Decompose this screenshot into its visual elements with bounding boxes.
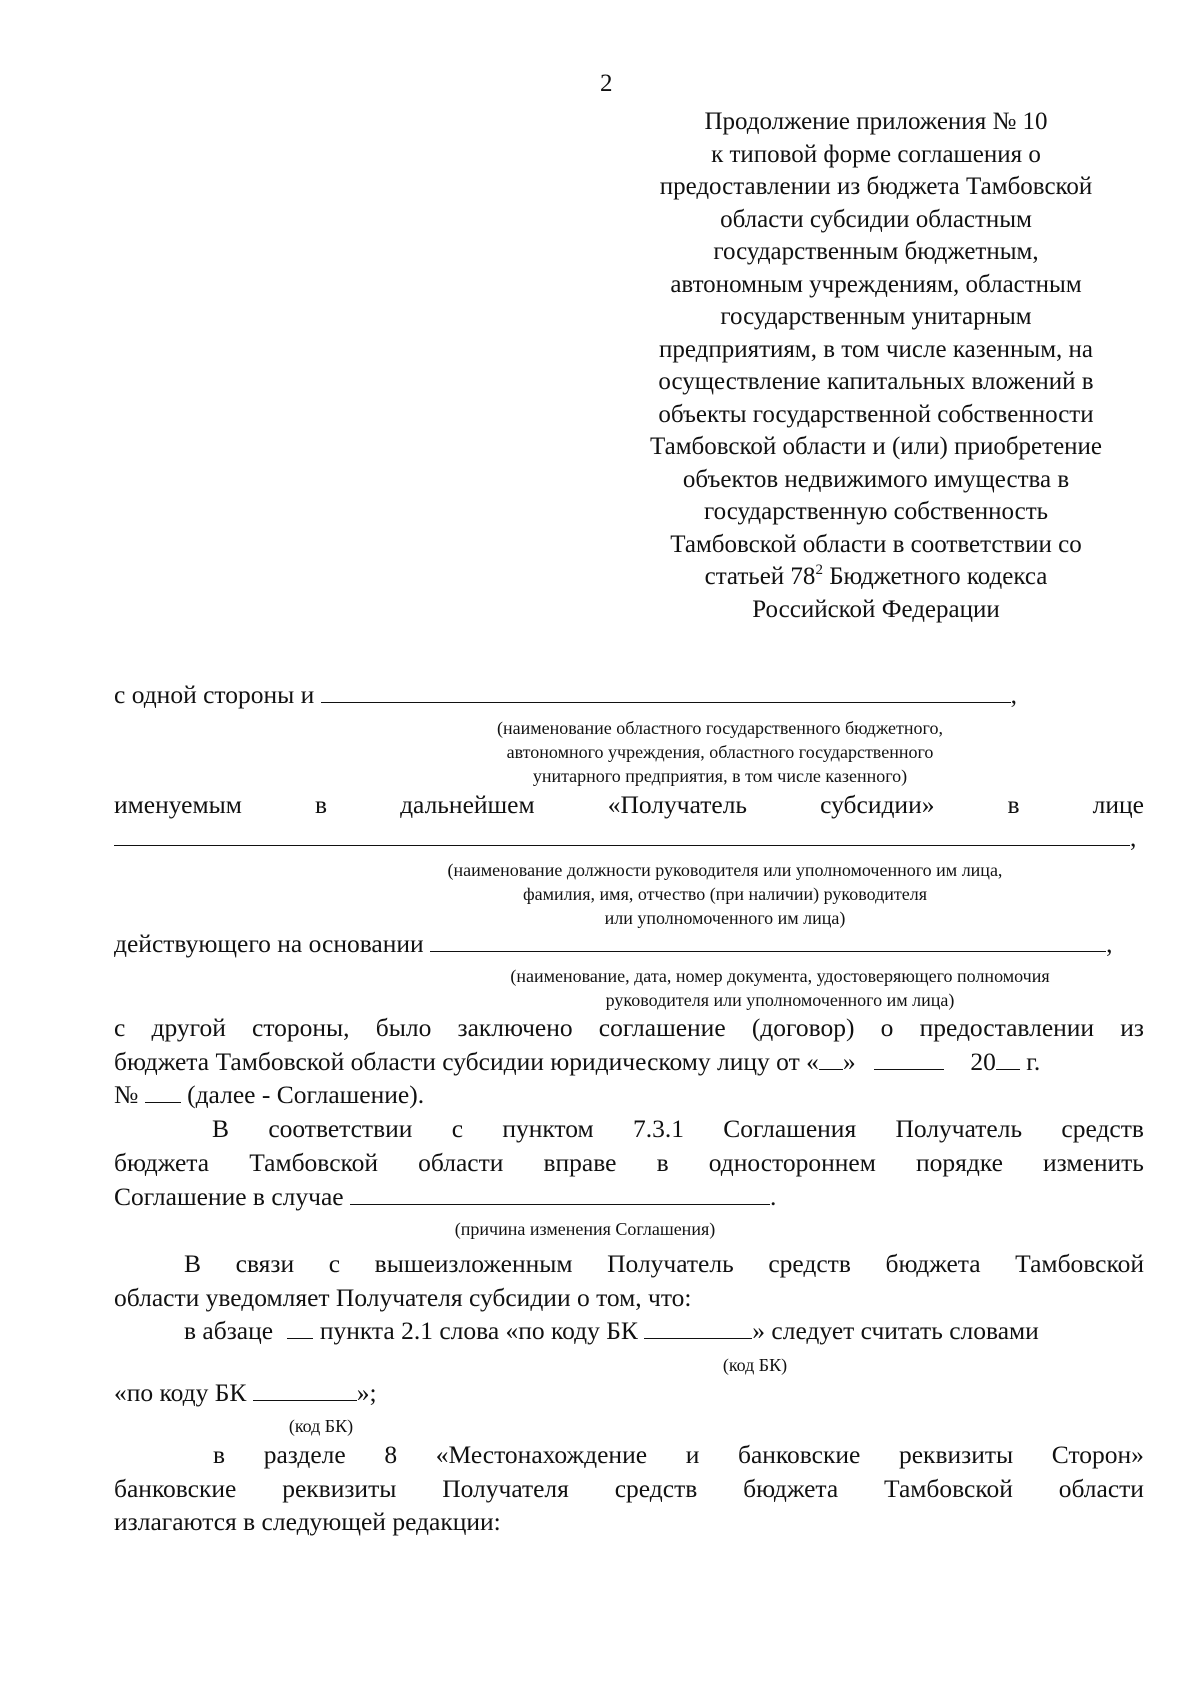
comma: , [1010,680,1018,709]
para5-line1 [213,1440,1144,1470]
word: бюджета [743,1474,839,1503]
para3-line2: области уведомляет Получателя субсидии о том, что: [114,1283,692,1312]
word: вышеизложенным [374,1249,573,1278]
word: соглашение [598,1013,726,1042]
word: пунктом [502,1114,594,1143]
word: именуемым [114,790,242,819]
party1-blank[interactable] [321,682,1011,703]
word: разделе [263,1440,346,1469]
word: В [212,1114,230,1143]
number-sign: № [114,1080,139,1109]
agreement-ref: (далее - Соглашение). [180,1080,425,1109]
word: другой [151,1013,226,1042]
new-code-prefix: «по коду БК [114,1378,247,1407]
header-line: к типовой форме соглашения о [711,140,1041,168]
word: Получателя [442,1474,569,1503]
word: лице [1092,790,1144,819]
word: субсидии» [820,790,935,819]
agreement-text: бюджета Тамбовской области субсидии юридическому лицу от « [114,1047,819,1076]
word: с [114,1013,126,1042]
word: банковские [114,1474,237,1503]
named-line [114,790,1144,820]
word: соответствии [268,1114,413,1143]
header-line: Российской Федерации [752,595,1000,623]
header-line: государственную собственность [703,498,1049,525]
word: средств [1061,1114,1144,1143]
word: в [1007,790,1020,819]
para2-line1 [212,1114,1144,1144]
word: Сторон» [1051,1440,1144,1469]
new-code-blank[interactable] [253,1380,357,1401]
header-line: государственным бюджетным, [713,238,1039,265]
word: вправе [543,1148,617,1177]
rep-note [360,858,1090,930]
header-line: Тамбовской области в соответствии со [670,530,1082,558]
header-line: объекты государственной собственности [658,400,1094,428]
basis-note [440,964,1120,1012]
word: 8 [384,1440,398,1469]
note-line: руководителя или уполномоченного им лица) [605,990,955,1010]
word: средств [768,1249,851,1278]
period: . [769,1182,777,1211]
word: в [213,1440,226,1469]
word: реквизиты [898,1440,1014,1469]
word: предоставлении [919,1013,1095,1042]
word: стороны, [252,1013,350,1042]
year-prefix: 20 [970,1047,996,1076]
header-line: Тамбовской области и (или) приобретение [649,433,1103,460]
header-line: осуществление капитальных вложений в [658,368,1094,395]
code-note-1 [700,1353,810,1377]
word: средств [614,1474,698,1503]
word: было [375,1013,432,1042]
article-text-rest: Бюджетного кодекса [822,563,1048,590]
word: изменить [1043,1148,1144,1177]
para2-line3 [114,1182,1144,1212]
word: Получатель [607,1249,734,1278]
code-text: пункта 2.1 слова «по коду БК [319,1316,638,1345]
party1-note [410,716,1030,788]
word: бюджета [114,1148,210,1177]
para2-line2 [114,1148,1144,1178]
header-line-article [620,561,1132,594]
para4-line1 [184,1316,1144,1346]
note-line: фамилия, имя, отчество (при наличии) руководителя [522,884,928,904]
article-text: статьей 78 [704,563,816,590]
word: Получатель [895,1114,1023,1143]
party1-line [114,680,1144,710]
word: Тамбовской [884,1474,1013,1503]
reason-note [370,1217,800,1241]
appendix-header [620,106,1132,626]
note-line: или уполномоченного им лица) [604,908,846,928]
word: порядке [915,1148,1003,1177]
note-line: (наименование, дата, номер документа, удостоверяющего полномочия [510,966,1050,986]
paragraph-number-blank[interactable] [287,1318,313,1339]
word: Тамбовской [249,1148,379,1177]
comma: , [1106,929,1113,958]
header-line: государственным унитарным [720,303,1032,330]
word: заключено [457,1013,573,1042]
word: «Местонахождение [435,1440,648,1469]
other-side-line2 [114,1047,1144,1077]
word: В [184,1249,202,1278]
day-blank[interactable] [819,1049,843,1070]
other-side-line3 [114,1080,1144,1110]
word: о [880,1013,894,1042]
article-superscript: 2 [815,562,823,578]
old-code-blank[interactable] [644,1318,752,1339]
word: в [314,790,327,819]
month-blank[interactable] [874,1049,944,1070]
paragraph-ref: в абзаце [184,1316,274,1345]
year-blank[interactable] [996,1049,1020,1070]
other-side-line1 [114,1013,1144,1043]
header-line: объектов недвижимого имущества в [682,465,1070,493]
para5-line3: излагаются в следующей редакции: [114,1507,501,1536]
para4-line2 [114,1378,1144,1408]
word: области [418,1148,504,1177]
word: Соглашения [723,1114,857,1143]
note-line: унитарного предприятия, в том числе казенного) [532,766,908,786]
para5-line2 [114,1474,1144,1504]
word: одностороннем [708,1148,876,1177]
note-line: (причина изменения Соглашения) [454,1219,716,1239]
word: «Получатель [607,790,748,819]
note-line: (код БК) [288,1416,354,1436]
word: 7.3.1 [632,1114,684,1143]
word: из [1120,1013,1144,1042]
case-prefix: Соглашение в случае [114,1182,344,1211]
header-line: Продолжение приложения № 10 [704,108,1048,135]
note-line: автономного учреждения, областного государственного [506,742,934,762]
reason-blank[interactable] [350,1184,770,1205]
agreement-number-blank[interactable] [145,1082,181,1103]
word: дальнейшем [400,790,535,819]
word: бюджета [885,1249,981,1278]
word: реквизиты [282,1474,397,1503]
word: Тамбовской [1015,1249,1144,1278]
word: области [1058,1474,1144,1503]
word: (договор) [751,1013,855,1042]
replacement-text: » следует считать словами [752,1316,1039,1345]
word: связи [235,1249,295,1278]
header-line: автономным учреждениям, областным [670,270,1082,298]
word: в [656,1148,669,1177]
word: банковские [737,1440,861,1469]
header-line: области субсидии областным [720,205,1032,233]
note-line: (код БК) [722,1355,788,1375]
year-suffix: г. [1019,1047,1041,1076]
word: и [685,1440,700,1469]
basis-prefix: действующего на основании [114,929,424,958]
word: с [328,1249,341,1278]
note-line: (наименование областного государственного бюджетного, [497,718,943,738]
quote-close: » [842,1047,856,1076]
para3-line1 [184,1249,1144,1279]
basis-blank[interactable] [430,931,1106,952]
header-line: предоставлении из бюджета Тамбовской [659,173,1093,200]
code-note-2 [266,1414,376,1438]
party1-prefix: с одной стороны и [114,680,315,709]
header-line: предприятиям, в том числе казенным, на [658,335,1094,363]
comma: , [1130,823,1137,852]
word: с [451,1114,464,1143]
rep-line [114,823,1144,853]
page-number: 2 [600,70,613,97]
basis-line [114,929,1144,959]
new-code-suffix: »; [356,1378,377,1407]
note-line: (наименование должности руководителя или уполномоченного им лица, [447,860,1003,880]
rep-blank[interactable] [114,825,1130,846]
